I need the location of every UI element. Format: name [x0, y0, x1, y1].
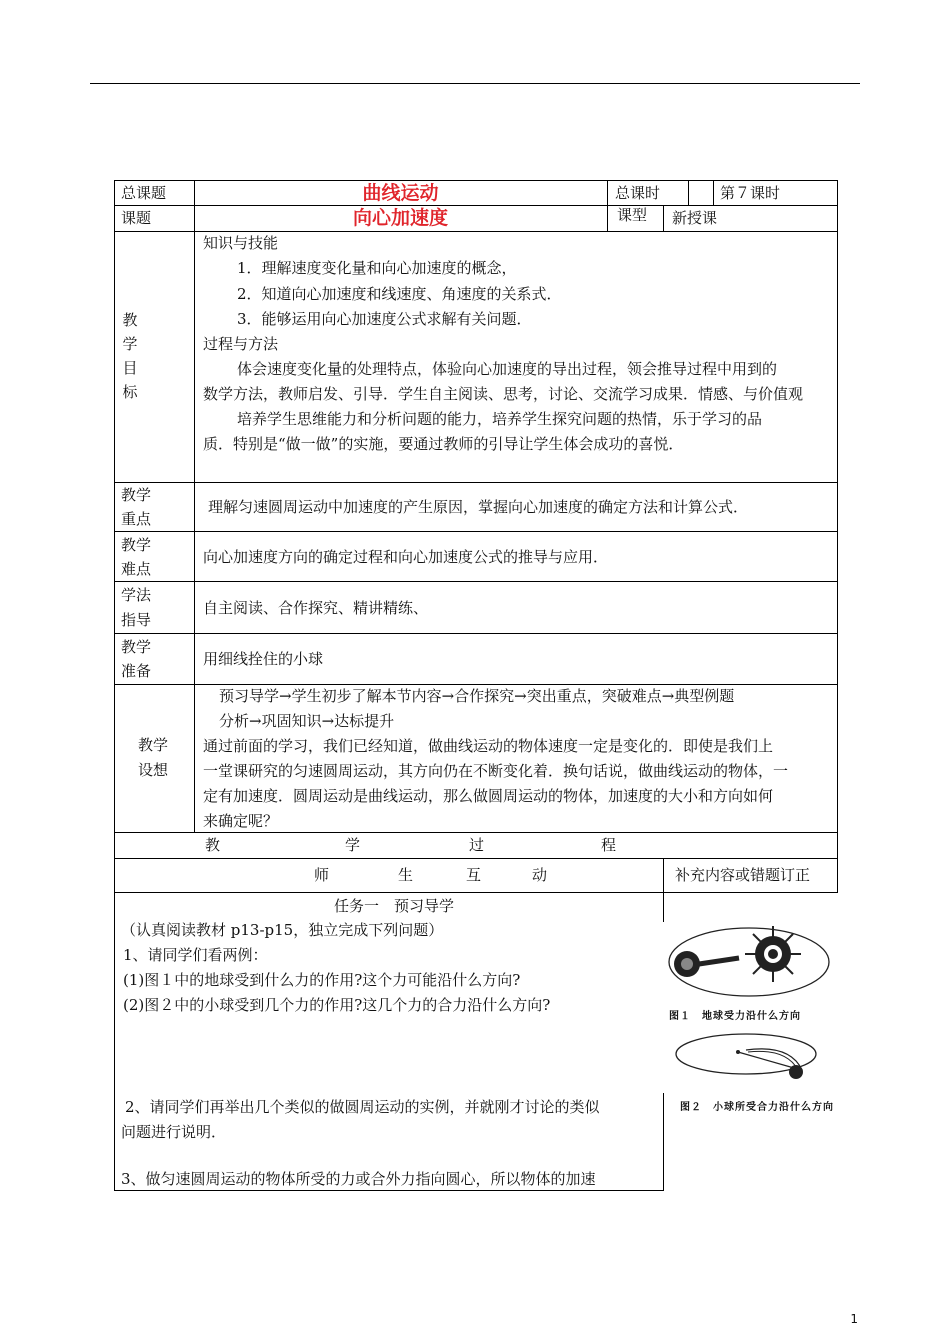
type-value: 新授课 — [672, 209, 718, 227]
process-heading-char: 过 — [469, 836, 485, 854]
preparation-content: 用细线拴住的小球 — [203, 650, 324, 668]
label-char: 教 — [122, 311, 138, 329]
question: 3、做匀速圆周运动的物体所受的力或合外力指向圆心，所以物体的加速 — [121, 1170, 596, 1188]
interaction-header-char: 动 — [532, 866, 548, 884]
row-label: 教学 — [121, 638, 152, 656]
grid-line — [114, 633, 837, 634]
grid-line — [663, 1093, 664, 1191]
total-hours-value: 第７课时 — [720, 184, 781, 202]
grid-line — [114, 892, 837, 893]
task-title: 任务一 预习导学 — [334, 897, 455, 915]
grid-line — [607, 180, 608, 232]
method-content: 自主阅读、合作探究、精讲精练、 — [203, 599, 429, 617]
header-rule — [90, 83, 860, 84]
row-label: 指导 — [121, 611, 152, 629]
grid-line — [114, 482, 837, 483]
paragraph-line: 数学方法，教师启发、引导．学生自主阅读、思考，讨论、交流学习成果．情感、与价值观 — [203, 385, 804, 403]
figure-ball-force — [672, 1030, 822, 1086]
interaction-header-char: 生 — [398, 866, 414, 884]
paragraph-line: 质．特别是“做一做”的实施，要通过教师的引导让学生体会成功的喜悦． — [203, 435, 684, 453]
supplement-header: 补充内容或错题订正 — [675, 866, 811, 884]
objectives-label — [114, 308, 146, 404]
question: (1)图１中的地球受到什么力的作用?这个力可能沿什么方向? — [123, 971, 521, 989]
question: 1、请同学们看两例： — [123, 946, 268, 964]
process-heading-char: 教 — [205, 836, 221, 854]
row-label: 教学 — [121, 536, 152, 554]
flow-line: 预习导学→学生初步了解本节内容→合作探究→突出重点，突破难点→典型例题 — [219, 687, 735, 705]
figure-caption: 图２ 小球所受合力沿什么方向 — [680, 1102, 834, 1113]
grid-line — [837, 180, 838, 893]
section-heading: 知识与技能 — [203, 234, 279, 252]
row-label: 准备 — [121, 662, 152, 680]
type-label: 课型 — [617, 206, 648, 224]
grid-line — [713, 180, 714, 206]
objective-item: 3．能够运用向心加速度公式求解有关问题． — [237, 310, 532, 328]
paragraph-line: 通过前面的学习，我们已经知道，做曲线运动的物体速度一定是变化的．即使是我们上 — [203, 737, 774, 755]
figure-earth-force — [665, 920, 835, 1004]
general-topic-title: 曲线运动 — [362, 182, 439, 204]
grid-line — [194, 180, 195, 833]
lesson-label: 课题 — [121, 209, 152, 227]
grid-line — [114, 581, 837, 582]
paragraph-line: 定有加速度．圆周运动是曲线运动，那么做圆周运动的物体，加速度的大小和方向如何 — [203, 787, 774, 805]
label-char: 标 — [122, 383, 138, 401]
difficulties-content: 向心加速度方向的确定过程和向心加速度公式的推导与应用． — [203, 548, 609, 566]
question: 2、请同学们再举出几个类似的做圆周运动的实例，并就刚才讨论的类似 — [125, 1098, 600, 1116]
earth-orbit-illustration — [665, 920, 835, 1004]
row-label: 学法 — [121, 586, 152, 604]
total-hours-label: 总课时 — [615, 184, 661, 202]
row-label: 教学 — [121, 486, 152, 504]
process-heading-char: 学 — [345, 836, 361, 854]
objective-item: 2．知道向心加速度和线速度、角速度的关系式． — [237, 285, 562, 303]
label-char: 目 — [122, 359, 138, 377]
page-number: 1 — [850, 1312, 858, 1326]
task-instruction: （认真阅读教材 p13-p15，独立完成下列问题） — [121, 921, 444, 939]
lesson-title: 向心加速度 — [352, 207, 448, 229]
section-heading: 过程与方法 — [203, 335, 279, 353]
grid-line — [114, 858, 837, 859]
ball-orbit-illustration — [672, 1030, 822, 1086]
question: (2)图２中的小球受到几个力的作用?这几个力的合力沿什么方向? — [123, 996, 551, 1014]
objective-item: 1．理解速度变化量和向心加速度的概念， — [237, 259, 517, 277]
interaction-header-char: 师 — [314, 866, 330, 884]
interaction-header-char: 互 — [466, 866, 482, 884]
grid-line — [663, 858, 664, 922]
paragraph-line: 体会速度变化量的处理特点，体验向心加速度的导出过程，领会推导过程中用到的 — [237, 360, 778, 378]
figure-caption: 图１ 地球受力沿什么方向 — [669, 1011, 801, 1022]
question: 问题进行说明． — [121, 1123, 227, 1141]
row-label: 重点 — [121, 510, 152, 528]
label-char: 学 — [122, 335, 138, 353]
paragraph-line: 来确定呢？ — [203, 812, 279, 830]
grid-line — [688, 180, 689, 206]
flow-line: 分析→巩固知识→达标提升 — [219, 712, 395, 730]
row-label: 难点 — [121, 560, 152, 578]
process-heading-char: 程 — [601, 836, 617, 854]
grid-line — [663, 205, 664, 232]
key-points-content: 理解匀速圆周运动中加速度的产生原因，掌握向心加速度的确定方法和计算公式． — [208, 498, 749, 516]
paragraph-line: 一堂课研究的匀速圆周运动，其方向仍在不断变化着．换句话说，做曲线运动的物体，一 — [203, 762, 789, 780]
grid-line — [114, 531, 837, 532]
row-label: 设想 — [138, 761, 169, 779]
general-topic-label: 总课题 — [121, 184, 167, 202]
row-label: 教学 — [138, 736, 169, 754]
paragraph-line: 培养学生思维能力和分析问题的能力，培养学生探究问题的热情，乐于学习的品 — [237, 410, 763, 428]
